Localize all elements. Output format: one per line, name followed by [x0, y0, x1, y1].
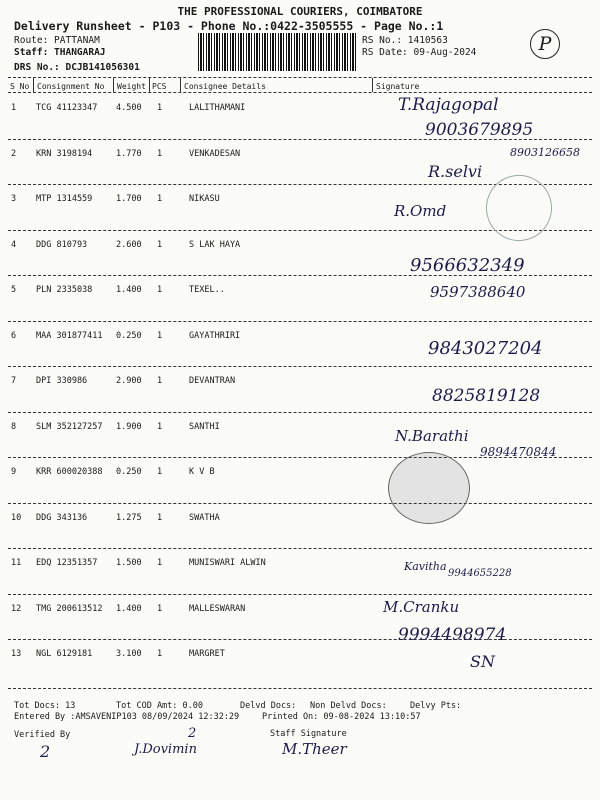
signature: T.Rajagopal: [398, 95, 499, 115]
row-sno: 11: [11, 558, 22, 568]
row-sno: 8: [11, 421, 17, 432]
row-consignment-no: MTP 1314559: [36, 194, 93, 204]
row-sno: 3: [11, 194, 17, 204]
row-pcs: 1: [157, 103, 163, 113]
row-consignment-no: KRR 600020388: [36, 467, 103, 477]
verifier-signature: J.Dovimin: [134, 742, 197, 757]
company-title: THE PROFESSIONAL COURIERS, COIMBATORE: [177, 5, 423, 18]
col-pcs: PCS: [152, 82, 167, 91]
drs-number: DRS No.: DCJB141056301: [14, 62, 140, 73]
row-consignee: VENKADESAN: [189, 148, 241, 159]
signature-phone: 9894470844: [480, 445, 557, 459]
row-weight: 2.600: [116, 239, 142, 250]
row-consignee: TEXEL..: [189, 285, 225, 295]
col-divider: [372, 78, 373, 92]
row-weight: 2.900: [116, 376, 142, 386]
row-consignee: K V B: [189, 467, 215, 477]
header-rule-top: [8, 77, 592, 78]
runsheet-title: Delivery Runsheet - P103 - Phone No.:0422-3505555 - Page No.:1: [14, 19, 444, 33]
row-divider: [8, 503, 592, 504]
header-rule-bottom: [8, 92, 592, 93]
tot-cod-amt: Tot COD Amt: 0.00: [116, 701, 203, 711]
col-weight: Weight: [117, 82, 146, 91]
col-consignment: Consignment No: [37, 82, 105, 91]
col-divider: [113, 78, 114, 92]
row-weight: 1.900: [116, 421, 142, 432]
rs-number: RS No.: 1410563: [362, 35, 448, 46]
row-consignee: MALLESWARAN: [189, 603, 246, 614]
signature-phone: 9994498974: [398, 625, 507, 645]
row-sno: 4: [11, 239, 17, 250]
row-consignment-no: KRN 3198194: [36, 148, 93, 159]
route-label: Route: PATTANAM: [14, 35, 100, 46]
staff-signature-label: Staff Signature: [270, 729, 347, 739]
row-sno: 2: [11, 148, 17, 159]
row-weight: 1.500: [116, 558, 142, 568]
signature-phone: 8903126658: [510, 146, 580, 159]
row-pcs: 1: [157, 194, 163, 204]
signature-phone: 9843027204: [428, 338, 543, 359]
signature: R.selvi: [428, 162, 483, 181]
handwritten-number: 2: [188, 726, 197, 741]
row-consignment-no: TMG 200613512: [36, 603, 103, 614]
row-divider: [8, 548, 592, 549]
row-divider: [8, 412, 592, 413]
row-pcs: 1: [157, 285, 163, 295]
row-sno: 12: [11, 603, 22, 614]
row-consignee: SWATHA: [189, 512, 220, 523]
row-pcs: 1: [157, 376, 163, 386]
courier-stamp: [479, 168, 560, 249]
verified-by-label: Verified By: [14, 730, 71, 740]
row-consignment-no: DPI 330986: [36, 376, 88, 386]
row-consignment-no: DDG 343136: [36, 512, 88, 523]
row-weight: 1.400: [116, 285, 142, 295]
row-consignee: MUNISWARI ALWIN: [189, 558, 266, 568]
row-pcs: 1: [157, 467, 163, 477]
row-sno: 7: [11, 376, 17, 386]
row-sno: 9: [11, 467, 17, 477]
row-weight: 4.500: [116, 103, 142, 113]
courier-stamp: [388, 452, 470, 524]
row-consignee: MARGRET: [189, 649, 225, 659]
row-consignee: DEVANTRAN: [189, 376, 236, 386]
row-consignee: SANTHI: [189, 421, 220, 432]
col-sno: S No: [10, 82, 30, 91]
row-consignment-no: PLN 2335038: [36, 285, 93, 295]
delvy-pts: Delvy Pts:: [410, 701, 462, 711]
non-delvd-docs: Non Delvd Docs:: [310, 701, 387, 711]
row-consignment-no: DDG 810793: [36, 239, 88, 250]
row-pcs: 1: [157, 421, 163, 432]
col-divider: [180, 78, 181, 92]
signature-phone: 9597388640: [430, 283, 526, 301]
row-pcs: 1: [157, 239, 163, 250]
entered-by: Entered By :AMSAVENIP103 08/09/2024 12:32:29: [14, 712, 240, 722]
verified-mark: 2: [40, 742, 51, 761]
row-consignment-no: MAA 301877411: [36, 330, 103, 341]
rs-date: RS Date: 09-Aug-2024: [362, 47, 477, 58]
signature-phone: 9566632349: [410, 255, 525, 276]
staff-signature: M.Theer: [282, 740, 347, 758]
printed-on: Printed On: 09-08-2024 13:10:57: [262, 712, 421, 722]
row-pcs: 1: [157, 649, 163, 659]
delvd-docs: Delvd Docs:: [240, 701, 297, 711]
row-consignment-no: SLM 352127257: [36, 421, 103, 432]
col-consignee: Consignee Details: [184, 82, 266, 91]
row-weight: 0.250: [116, 467, 142, 477]
row-sno: 6: [11, 330, 17, 341]
row-weight: 1.400: [116, 603, 142, 614]
signature: R.Omd: [394, 202, 447, 220]
row-divider: [8, 366, 592, 367]
staff-label: Staff: THANGARAJ: [14, 47, 106, 58]
row-divider: [8, 321, 592, 322]
page-mark-circle: P: [530, 29, 560, 59]
row-consignee: NIKASU: [189, 194, 220, 204]
row-consignee: GAYATHRIRI: [189, 330, 241, 341]
signature: M.Cranku: [383, 598, 460, 616]
row-weight: 3.100: [116, 649, 142, 659]
signature-phone: 8825819128: [432, 386, 541, 406]
row-pcs: 1: [157, 512, 163, 523]
row-weight: 1.700: [116, 194, 142, 204]
signature-phone: 9003679895: [425, 120, 534, 140]
row-sno: 5: [11, 285, 17, 295]
barcode: [198, 33, 356, 71]
col-divider: [149, 78, 150, 92]
col-signature: Signature: [376, 82, 420, 91]
col-divider: [33, 78, 34, 92]
signature: Kavitha: [404, 560, 447, 573]
row-consignment-no: TCG 41123347: [36, 103, 98, 113]
row-divider: [8, 594, 592, 595]
row-consignment-no: NGL 6129181: [36, 649, 93, 659]
row-consignment-no: EDQ 12351357: [36, 558, 98, 568]
row-consignee: S LAK HAYA: [189, 239, 241, 250]
signature-phone: 9944655228: [448, 568, 512, 579]
row-sno: 10: [11, 512, 22, 523]
row-pcs: 1: [157, 603, 163, 614]
row-weight: 1.275: [116, 512, 142, 523]
row-pcs: 1: [157, 148, 163, 159]
row-sno: 13: [11, 649, 22, 659]
row-weight: 1.770: [116, 148, 142, 159]
row-consignee: LALITHAMANI: [189, 103, 246, 113]
row-pcs: 1: [157, 558, 163, 568]
footer-rule: [8, 688, 592, 689]
signature: N.Barathi: [395, 427, 469, 445]
tot-docs: Tot Docs: 13: [14, 701, 76, 711]
row-weight: 0.250: [116, 330, 142, 341]
row-pcs: 1: [157, 330, 163, 341]
row-sno: 1: [11, 103, 17, 113]
signature: SN: [470, 652, 495, 671]
